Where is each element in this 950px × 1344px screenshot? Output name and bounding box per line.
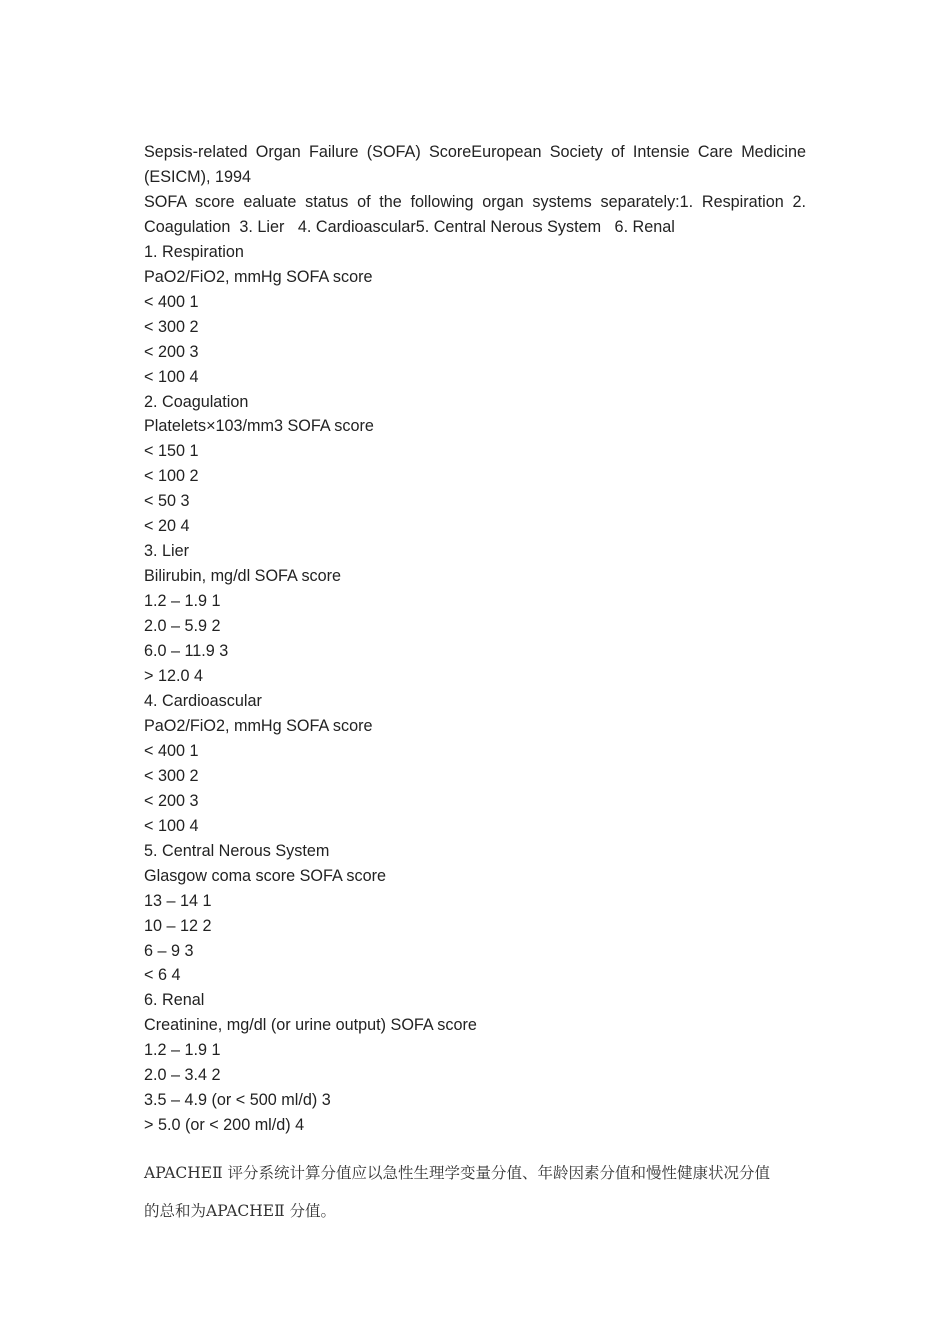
intro-line-1: Sepsis-related Organ Failure (SOFA) ScoreEuropean Society of Intensie Care Medicine: [144, 143, 806, 161]
sofa-content: [144, 140, 806, 1138]
score-row: < 150 1: [144, 442, 199, 461]
intro-line-3: SOFA score ealuate status of the following organ systems separately:1. Respiration 2.: [144, 192, 806, 211]
section-title-respiration: 1. Respiration: [144, 242, 244, 261]
score-row: 6 – 9 3: [144, 941, 194, 960]
score-row: < 200 3: [144, 791, 199, 810]
score-row: > 5.0 (or < 200 ml/d) 4: [144, 1116, 305, 1135]
score-row: < 50 3: [144, 492, 190, 511]
section-title-renal: 6. Renal: [144, 991, 205, 1010]
apache-note-line-2: 的总和为APACHEⅡ 分值。: [144, 1202, 337, 1220]
score-row: 2.0 – 3.4 2: [144, 1066, 221, 1085]
section-header-cardiovascular: PaO2/FiO2, mmHg SOFA score: [144, 716, 373, 735]
apache-note: [144, 1154, 806, 1230]
score-row: < 200 3: [144, 342, 199, 361]
score-row: > 12.0 4: [144, 667, 203, 686]
score-row: < 400 1: [144, 292, 199, 311]
score-row: 6.0 – 11.9 3: [144, 642, 229, 661]
score-row: 1.2 – 1.9 1: [144, 592, 221, 611]
score-row: 2.0 – 5.9 2: [144, 617, 221, 636]
score-row: < 6 4: [144, 966, 181, 985]
section-title-coagulation: 2. Coagulation: [144, 392, 249, 411]
section-header-coagulation: Platelets×103/mm3 SOFA score: [144, 417, 374, 436]
intro-line-4: Coagulation 3. Lier 4. Cardioascular5. Central Nerous System 6. Renal: [144, 217, 675, 236]
section-header-respiration: PaO2/FiO2, mmHg SOFA score: [144, 267, 373, 286]
score-row: < 300 2: [144, 766, 199, 785]
score-row: < 400 1: [144, 741, 199, 760]
score-row: < 20 4: [144, 517, 190, 536]
score-row: 10 – 12 2: [144, 916, 212, 935]
apache-note-line-1: APACHEⅡ 评分系统计算分值应以急性生理学变量分值、年龄因素分值和慢性健康状况分值: [144, 1164, 771, 1182]
score-row: < 100 2: [144, 467, 199, 486]
section-header-cns: Glasgow coma score SOFA score: [144, 866, 387, 885]
section-header-liver: Bilirubin, mg/dl SOFA score: [144, 567, 342, 586]
intro-line-2: (ESICM), 1994: [144, 167, 252, 186]
section-title-liver: 3. Lier: [144, 542, 189, 561]
section-header-renal: Creatinine, mg/dl (or urine output) SOFA score: [144, 1016, 477, 1035]
section-title-cardiovascular: 4. Cardioascular: [144, 691, 262, 710]
score-row: 13 – 14 1: [144, 891, 212, 910]
score-row: 3.5 – 4.9 (or < 500 ml/d) 3: [144, 1091, 331, 1110]
score-row: < 300 2: [144, 317, 199, 336]
score-row: < 100 4: [144, 816, 199, 835]
score-row: < 100 4: [144, 367, 199, 386]
score-row: 1.2 – 1.9 1: [144, 1041, 221, 1060]
section-title-cns: 5. Central Nerous System: [144, 841, 330, 860]
